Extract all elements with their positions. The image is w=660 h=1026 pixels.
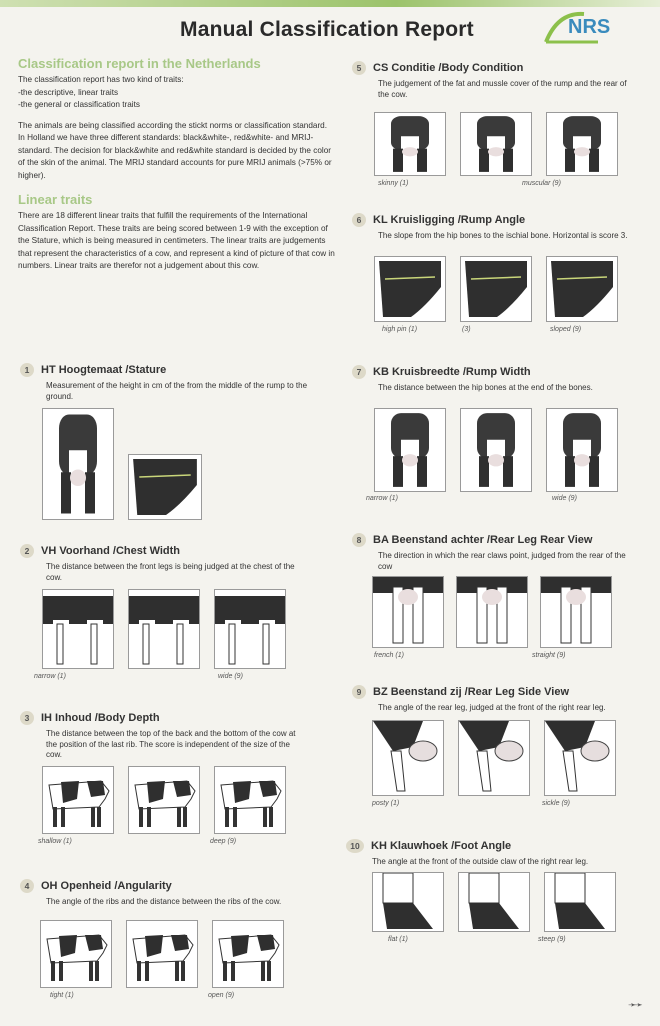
caption: flat (1): [388, 935, 408, 943]
caption: narrow (1): [366, 494, 398, 502]
trait-body-condition: [352, 60, 638, 187]
cow-rear-view-icon: [460, 408, 532, 492]
cow-rump-measure-icon: [128, 454, 202, 520]
trait-title: BZ Beenstand zij /Rear Leg Side View: [373, 686, 570, 698]
cow-front-legs-icon: [214, 589, 286, 669]
caption: sloped (9): [550, 325, 582, 333]
caption: wide (9): [218, 673, 243, 680]
cow-rear-view-icon: [374, 112, 446, 176]
cow-side-view-icon: [42, 766, 114, 834]
cow-rump-side-icon: [374, 256, 446, 322]
caption: wide (9): [552, 494, 577, 502]
trait-angularity: [20, 878, 306, 999]
trait-rump-angle: [352, 212, 638, 333]
cow-front-legs-icon: [128, 589, 200, 669]
trait-chest-width: [20, 543, 306, 680]
trait-number: 3: [20, 711, 34, 725]
cow-rear-leg-side-icon: [544, 720, 616, 796]
caption: deep (9): [210, 837, 237, 845]
trait-title: KH Klauwhoek /Foot Angle: [371, 840, 512, 852]
trait-title: VH Voorhand /Chest Width: [41, 545, 181, 557]
caption: muscular (9): [522, 180, 561, 187]
cow-claw-icon: [372, 872, 444, 932]
next-page-arrow-icon[interactable]: ➛➛: [628, 1000, 641, 1011]
trait-description: The angle of the rear leg, judged at the front of the right rear leg.: [378, 703, 606, 712]
caption: open (9): [208, 991, 235, 999]
cow-side-view-icon: [128, 766, 200, 834]
trait-body-depth: [20, 710, 306, 845]
trait-description: The distance between the hip bones at the end of the bones.: [378, 383, 593, 392]
trait-rear-leg-side-view: [352, 684, 638, 807]
intro-bullets: [18, 87, 336, 112]
trait-title: KL Kruisligging /Rump Angle: [373, 214, 526, 226]
trait-title: OH Openheid /Angularity: [41, 880, 172, 892]
trait-description: The judgement of the fat and mussle cover of the rump and the rear of the cow.: [378, 79, 627, 99]
caption: skinny (1): [378, 180, 409, 187]
caption: narrow (1): [34, 673, 66, 680]
cow-side-view-icon: [126, 920, 198, 988]
trait-title: KB Kruisbreedte /Rump Width: [373, 366, 531, 378]
cow-side-view-icon: [40, 920, 112, 988]
linear-paragraph: There are 18 different linear traits that fulfill the requirements of the International Classification Report. These traits are being scored between 1-9 with the exception of the Stature, which is being measured in centimeters. The linear traits are judgements that represent the characteristics of a cow, and represent a kind of picture of that cow in numbers. Linear traits are therefor not a judgement about this cow.: [18, 211, 335, 270]
intro-heading: Classification report in the Netherlands: [18, 56, 261, 71]
linear-heading: Linear traits: [18, 192, 93, 207]
trait-description: The angle at the front of the outside claw of the right rear leg.: [372, 857, 589, 866]
caption: french (1): [374, 652, 404, 659]
cow-side-view-icon: [212, 920, 284, 988]
cow-side-view-icon: [214, 766, 286, 834]
cow-rear-view-icon: [374, 408, 446, 492]
cow-rear-leg-icon: [540, 576, 612, 648]
trait-number: 7: [352, 365, 366, 379]
trait-title: IH Inhoud /Body Depth: [41, 712, 160, 724]
intro-line: The classification report has two kind of traits:: [18, 75, 184, 84]
trait-title: HT Hoogtemaat /Stature: [41, 364, 167, 376]
trait-description: The slope from the hip bones to the ischial bone. Horizontal is score 3.: [378, 231, 628, 240]
caption: (3): [462, 325, 471, 333]
trait-stature: [20, 362, 311, 402]
trait-description: The angle of the ribs and the distance between the ribs of the cow.: [46, 897, 282, 906]
cow-rear-leg-side-icon: [458, 720, 530, 796]
caption: steep (9): [538, 935, 566, 943]
trait-title: CS Conditie /Body Condition: [373, 62, 524, 74]
trait-number: 1: [20, 363, 34, 377]
trait-number: 5: [352, 61, 366, 75]
intro-column: [18, 56, 336, 279]
cow-rear-view-icon: [546, 408, 618, 492]
trait-rump-width: [352, 364, 638, 502]
cow-rump-side-icon: [460, 256, 532, 322]
trait-foot-angle: [346, 838, 632, 943]
trait-number: 10: [346, 839, 364, 853]
cow-rear-view-icon: [546, 112, 618, 176]
cow-rear-view-icon: [460, 112, 532, 176]
trait-description: The direction in which the rear claws point, judged from the rear of the cow: [378, 551, 626, 571]
nrs-logo-text: NRS: [568, 16, 611, 38]
cow-rear-view-icon: [42, 408, 114, 520]
trait-number: 8: [352, 533, 366, 547]
trait-title: BA Beenstand achter /Rear Leg Rear View: [373, 534, 593, 546]
caption: sickle (9): [542, 799, 571, 807]
intro-paragraph: The animals are being classified according the stickt norms or classification standard. In Holland we have three different standards: black&white-, red&white- and MRIJ-standard. The decision for black&white and red&white standard is decided by the color of the skin of the animal. The MRIJ standard accounts for pure MRIJ animals (>75% or higher).: [18, 120, 332, 180]
top-accent-bar: [0, 0, 660, 7]
trait-description: Measurement of the height in cm of the from the middle of the rump to the ground.: [46, 381, 308, 401]
cow-rear-leg-icon: [372, 576, 444, 648]
trait-number: 2: [20, 544, 34, 558]
cow-rear-leg-icon: [456, 576, 528, 648]
intro-bullet: -the descriptive, linear traits: [18, 87, 119, 97]
trait-number: 9: [352, 685, 366, 699]
trait-number: 4: [20, 879, 34, 893]
cow-front-legs-icon: [42, 589, 114, 669]
intro-bullet: -the general or classification traits: [18, 100, 140, 109]
caption: straight (9): [532, 652, 566, 659]
caption: posty (1): [372, 799, 400, 807]
caption: tight (1): [50, 991, 74, 999]
trait-rear-leg-rear-view: [352, 532, 638, 659]
cow-claw-icon: [458, 872, 530, 932]
trait-description: The distance between the front legs is being judged at the chest of the cow.: [46, 562, 295, 582]
cow-claw-icon: [544, 872, 616, 932]
cow-rump-side-icon: [546, 256, 618, 322]
trait-number: 6: [352, 213, 366, 227]
caption: high pin (1): [382, 325, 418, 333]
page-title: Manual Classification Report: [180, 18, 474, 41]
cow-rear-leg-side-icon: [372, 720, 444, 796]
trait-description: The distance between the top of the back and the bottom of the cow at the position of the last rib. The score is independent of the size of the cow.: [46, 729, 296, 759]
caption: shallow (1): [38, 837, 72, 845]
